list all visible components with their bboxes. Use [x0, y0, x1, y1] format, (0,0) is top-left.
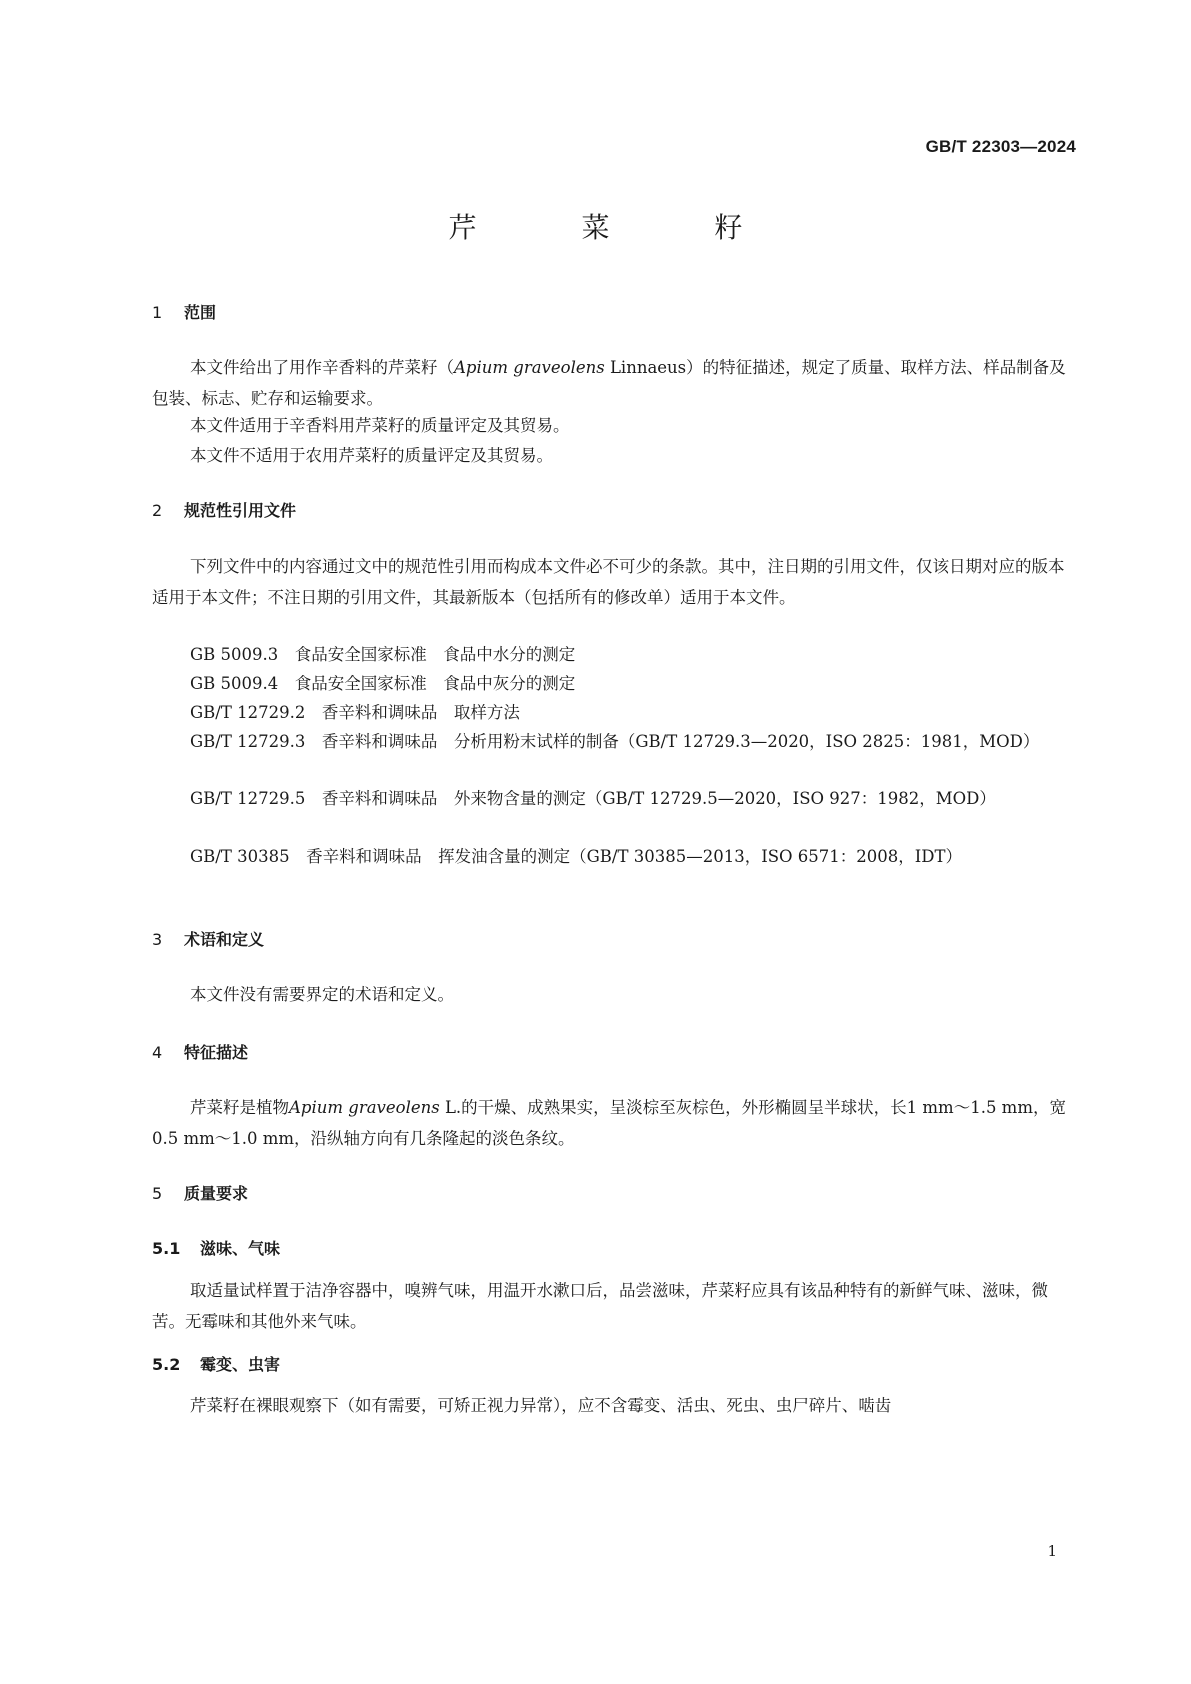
scope-paragraph-3: 本文件不适用于农用芹菜籽的质量评定及其贸易。: [190, 446, 553, 465]
reference-item: GB 5009.4 食品安全国家标准 食品中灰分的测定: [190, 674, 576, 693]
mould-insect-paragraph: 芹菜籽在裸眼观察下（如有需要，可矫正视力异常），应不含霉变、活虫、死虫、虫尸碎片、啮齿: [190, 1396, 892, 1415]
scope-paragraph-1: 本文件给出了用作辛香料的芹菜籽（Apium graveolens Linnaeus）的特征描述，规定了质量、取样方法、样品制备及包装、标志、贮存和运输要求。: [152, 358, 1066, 408]
taste-odor-paragraph: 取适量试样置于洁净容器中，嗅辨气味，用温开水漱口后，品尝滋味，芹菜籽应具有该品种特有的新鲜气味、滋味，微苦。无霉味和其他外来气味。: [152, 1281, 1048, 1331]
section-4-heading: 4 特征描述: [152, 1043, 249, 1062]
terms-paragraph: 本文件没有需要界定的术语和定义。: [190, 985, 454, 1004]
reference-item: GB 5009.3 食品安全国家标准 食品中水分的测定: [190, 645, 576, 664]
section-5-1-heading: 5.1 滋味、气味: [152, 1239, 281, 1258]
species-name: Apium graveolens: [289, 1098, 440, 1117]
scope-paragraph-2: 本文件适用于辛香料用芹菜籽的质量评定及其贸易。: [190, 416, 570, 435]
description-paragraph: 芹菜籽是植物Apium graveolens L.的干燥、成熟果实，呈淡棕至灰棕色，外形椭圆呈半球状，长1 mm～1.5 mm，宽0.5 mm～1.0 mm，沿纵轴方向有几条隆起的淡色条纹。: [152, 1098, 1066, 1148]
page-number: 1: [1047, 1542, 1057, 1560]
section-5-heading: 5 质量要求: [152, 1184, 249, 1203]
section-1-heading: 1 范围: [152, 303, 217, 322]
document-number: GB/T 22303—2024: [925, 137, 1076, 156]
section-2-heading: 2 规范性引用文件: [152, 501, 297, 520]
document-title: 芹 菜 籽: [448, 211, 791, 244]
reference-item: GB/T 30385 香辛料和调味品 挥发油含量的测定（GB/T 30385—2013，ISO 6571：2008，IDT）: [190, 847, 963, 866]
reference-item: GB/T 12729.5 香辛料和调味品 外来物含量的测定（GB/T 12729.5—2020，ISO 927：1982，MOD）: [190, 789, 996, 808]
species-name: Apium graveolens: [454, 358, 605, 377]
section-3-heading: 3 术语和定义: [152, 930, 265, 949]
reference-item: GB/T 12729.3 香辛料和调味品 分析用粉末试样的制备（GB/T 12729.3—2020，ISO 2825：1981，MOD）: [190, 732, 1040, 751]
reference-item: GB/T 12729.2 香辛料和调味品 取样方法: [190, 703, 520, 722]
section-5-2-heading: 5.2 霉变、虫害: [152, 1355, 281, 1374]
references-intro: 下列文件中的内容通过文中的规范性引用而构成本文件必不可少的条款。其中，注日期的引用文件，仅该日期对应的版本适用于本文件；不注日期的引用文件，其最新版本（包括所有的修改单）适用于本文件。: [152, 557, 1065, 607]
